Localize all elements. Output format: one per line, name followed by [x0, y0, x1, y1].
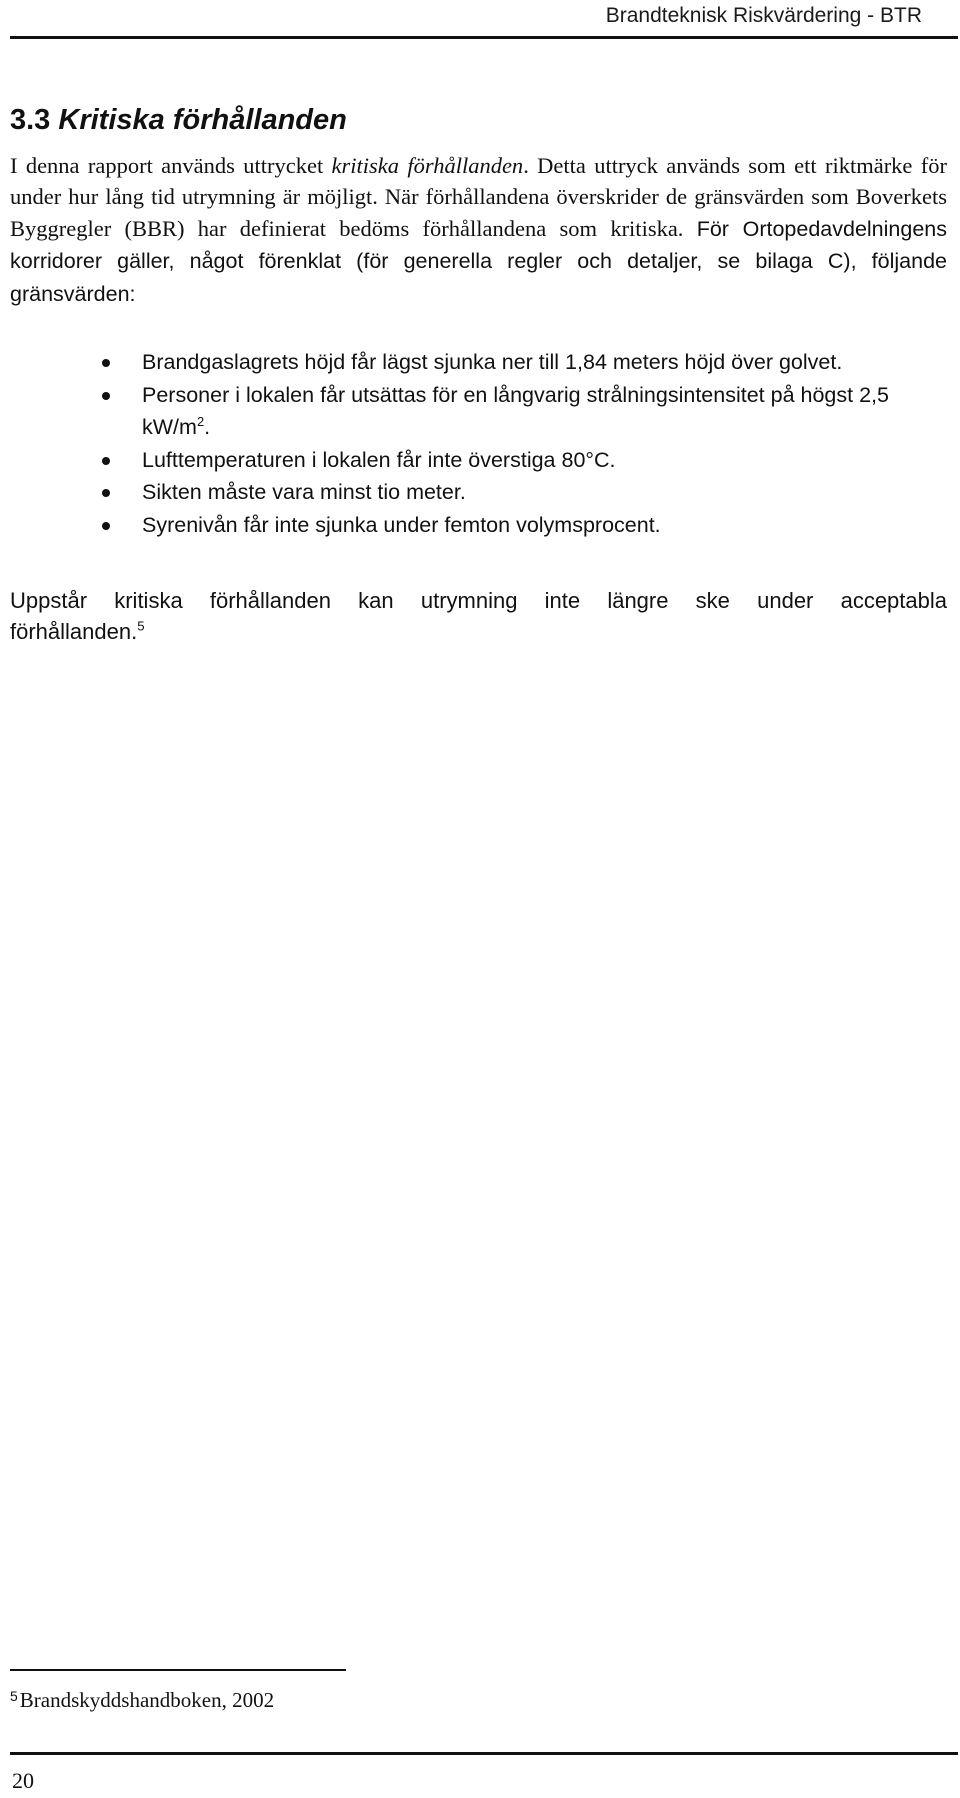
footnote-divider [10, 1669, 346, 1671]
criterion-text: Lufttemperaturen i lokalen får inte överstiga 80°C. [142, 447, 616, 472]
bullet-icon [102, 457, 110, 465]
conclusion-paragraph [10, 585, 947, 647]
footnote [10, 1688, 274, 1713]
section-heading [10, 104, 347, 137]
footer-divider [10, 1752, 958, 1755]
intro-text: I denna rapport används uttrycket [10, 153, 332, 178]
intro-rest: . Detta uttryck används som ett riktmärke för under hur lång tid utrymning är möjligt. När förhållandena överskrider de gränsvärden som Boverkets Byggregler (BBR) har definierat bedöms förhållandena som kritiska. [10, 153, 947, 241]
footnote-mark: 5 [10, 1688, 18, 1704]
footnote-text: Brandskyddshandboken, 2002 [19, 1688, 275, 1712]
list-item [90, 476, 950, 509]
section-number: 3.3 [10, 104, 51, 136]
criterion-text: Brandgaslagrets höjd får lägst sjunka ner till 1,84 meters höjd över golvet. [142, 350, 843, 374]
superscript: 2 [196, 414, 205, 430]
criterion-tail: . [204, 415, 211, 440]
list-item [90, 346, 950, 379]
footnote-reference[interactable]: 5 [137, 618, 145, 634]
intro-paragraph [10, 150, 947, 310]
page-number: 20 [12, 1768, 34, 1793]
list-item [90, 379, 950, 444]
running-header: Brandteknisk Riskvärdering - BTR [605, 4, 922, 27]
bullet-icon [102, 359, 110, 367]
list-item [90, 509, 950, 542]
section-title: Kritiska förhållanden [58, 104, 347, 136]
bullet-icon [102, 392, 110, 400]
criteria-list [90, 346, 950, 542]
list-item [90, 444, 950, 477]
conclusion-text: Uppstår kritiska förhållanden kan utrymning inte längre ske under acceptabla förhållanden. [10, 588, 947, 644]
emphasized-term: kritiska förhållanden [331, 153, 524, 178]
bullet-icon [102, 522, 110, 530]
criterion-text: Syrenivån får inte sjunka under femton volymsprocent. [142, 512, 661, 537]
criterion-text: Sikten måste vara minst tio meter. [142, 480, 466, 505]
criterion-text: Personer i lokalen får utsättas för en långvarig strålningsintensitet på högst 2,5 kW/m [142, 382, 889, 440]
header-divider [10, 36, 958, 39]
limits-intro: För Ortopedavdelningens korridorer gäller, något förenklat (för generella regler och detaljer, se bilaga C), följande gränsvärden: [10, 216, 947, 306]
bullet-icon [102, 489, 110, 497]
